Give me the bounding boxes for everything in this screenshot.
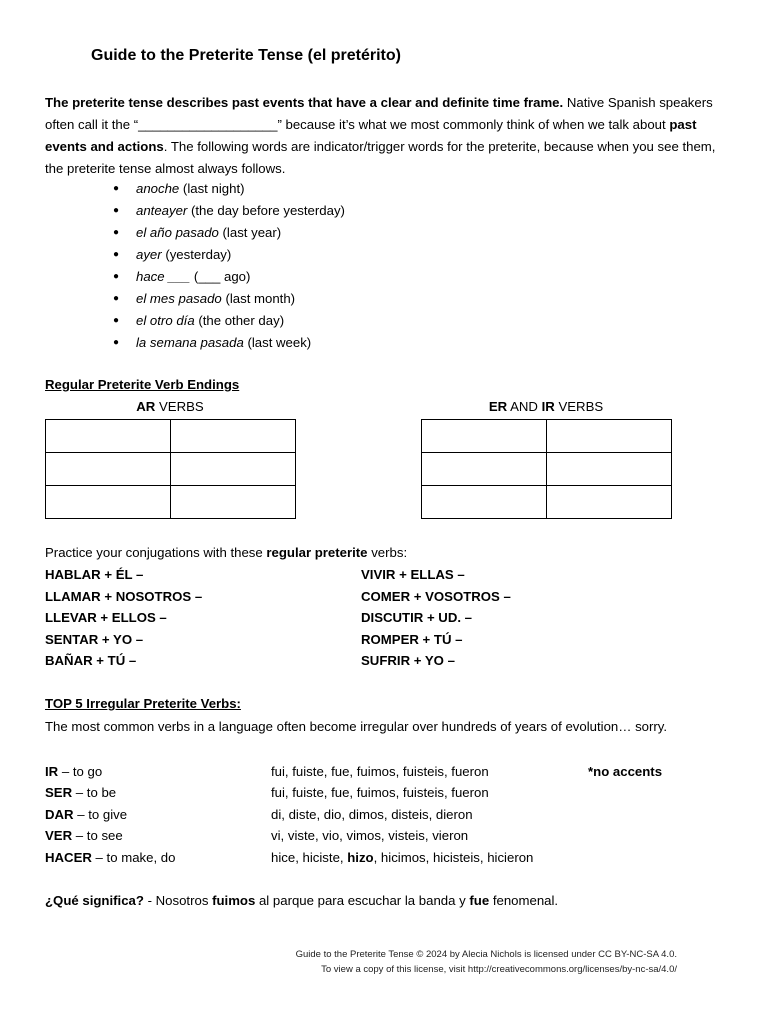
ending-cell <box>422 453 547 486</box>
practice-item: DISCUTIR + UD. – <box>361 610 473 625</box>
list-item: ● la semana pasada (last week) <box>113 332 345 354</box>
trigger-word-list <box>113 178 345 354</box>
practice-item: SENTAR + YO – <box>45 631 144 647</box>
ar-endings-table <box>45 419 296 519</box>
bullet-icon: ● <box>113 315 120 326</box>
intro-bold-definition: The preterite tense describes past events that have a clear and definite time frame. <box>45 95 564 110</box>
license-footer-line-2: To view a copy of this license, visit http://creativecommons.org/licenses/by-nc-sa/4.0/ <box>321 964 677 975</box>
practice-item: LLAMAR + NOSOTROS – <box>45 588 203 604</box>
intro-text-2: . The following words are indicator/trigger words for the preterite, because when you see them, the preterite tense almost always follows. <box>45 139 716 176</box>
bullet-icon: ● <box>113 337 120 348</box>
practice-item: HABLAR + ÉL – <box>45 567 144 582</box>
irregular-verb-row: IR – to go fui, fuiste, fue, fuimos, fuisteis, fueron *no accents <box>45 761 745 783</box>
ending-cell <box>422 486 547 519</box>
bullet-icon: ● <box>113 249 120 260</box>
ending-cell <box>46 486 171 519</box>
er-ir-endings-table <box>421 419 672 519</box>
practice-item: VIVIR + ELLAS – <box>361 567 465 582</box>
ending-cell <box>46 453 171 486</box>
list-item: ● el mes pasado (last month) <box>113 288 345 310</box>
irregular-verb-row: DAR – to give di, diste, dio, dimos, disteis, dieron <box>45 807 473 822</box>
ar-verbs-label: AR VERBS <box>136 399 204 414</box>
intro-bold-past-events: past events and actions <box>45 117 697 154</box>
list-item: ● anteayer (the day before yesterday) <box>113 200 345 222</box>
practice-item: COMER + VOSOTROS – <box>361 588 511 604</box>
bullet-icon: ● <box>113 183 120 194</box>
list-item: ● el otro día (the other day) <box>113 310 345 332</box>
ending-cell <box>171 486 296 519</box>
ending-cell <box>547 420 672 453</box>
irregular-verb-row: HACER – to make, do hice, hiciste, hizo, hicimos, hicisteis, hicieron <box>45 850 534 865</box>
practice-item: ROMPER + TÚ – <box>361 631 463 647</box>
irregular-verb-row: SER – to be fui, fuiste, fue, fuimos, fuisteis, fueron <box>45 785 489 800</box>
bullet-icon: ● <box>113 271 120 282</box>
ending-cell <box>171 420 296 453</box>
no-accents-note: *no accents <box>588 764 663 779</box>
list-item: ● anoche (last night) <box>113 178 345 200</box>
irregular-intro: The most common verbs in a language often become irregular over hundreds of years of evolution… sorry. <box>45 719 668 734</box>
license-footer-line-1: Guide to the Preterite Tense © 2024 by Alecia Nichols is licensed under CC BY-NC-SA 4.0. <box>295 949 677 960</box>
que-significa-question: ¿Qué significa? - Nosotros fuimos al parque para escuchar la banda y fue fenomenal. <box>45 893 559 908</box>
practice-item: BAÑAR + TÚ – <box>45 653 137 668</box>
ending-cell <box>422 420 547 453</box>
bullet-icon: ● <box>113 293 120 304</box>
regular-endings-heading: Regular Preterite Verb Endings <box>45 377 240 392</box>
irregular-verb-row: VER – to see vi, viste, vio, vimos, visteis, vieron <box>45 828 469 843</box>
practice-right-column <box>361 564 511 672</box>
intro-text-1: Native Spanish speakers often call it the “___________________” because it’s what we most commonly think of when we talk about <box>45 95 713 132</box>
bullet-icon: ● <box>113 205 120 216</box>
irregular-heading: TOP 5 Irregular Preterite Verbs: <box>45 696 241 711</box>
ending-cell <box>46 420 171 453</box>
practice-item: SUFRIR + YO – <box>361 653 455 668</box>
ending-cell <box>547 486 672 519</box>
practice-intro: Practice your conjugations with these regular preterite verbs: <box>45 545 408 560</box>
intro-paragraph <box>45 92 735 180</box>
ending-cell <box>171 453 296 486</box>
er-ir-verbs-label: ER AND IR VERBS <box>488 399 604 414</box>
list-item: ● el año pasado (last year) <box>113 222 345 244</box>
list-item: ● ayer (yesterday) <box>113 244 345 266</box>
bullet-icon: ● <box>113 227 120 238</box>
page-title: Guide to the Preterite Tense (el pretérito) <box>91 47 401 64</box>
practice-left-column <box>45 564 202 672</box>
practice-item: LLEVAR + ELLOS – <box>45 610 167 625</box>
ending-cell <box>547 453 672 486</box>
list-item: ● hace ___ (___ ago) <box>113 266 345 288</box>
